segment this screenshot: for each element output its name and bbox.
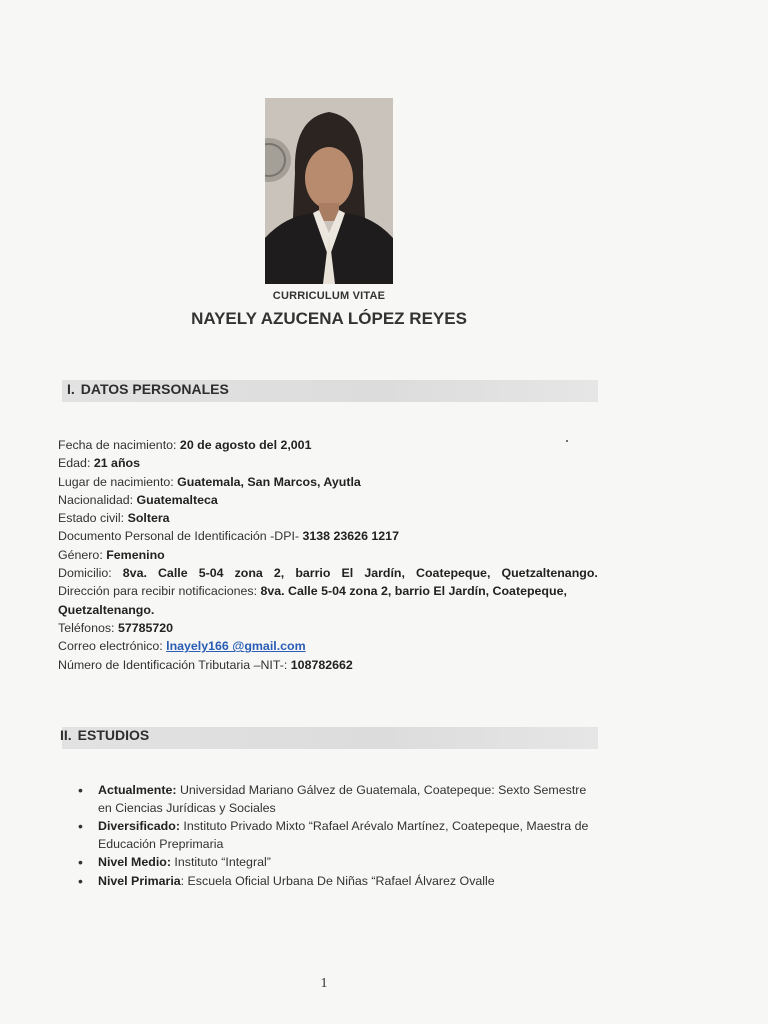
section-number: II. (60, 727, 72, 743)
nationality-row (58, 491, 598, 509)
studies-list (78, 782, 594, 891)
field-value: Guatemalteca (136, 492, 218, 507)
field-label: Género: (58, 547, 107, 562)
birth-date-row (58, 436, 598, 454)
bullet-icon: • (78, 818, 83, 834)
study-detail: Instituto “Integral” (170, 855, 271, 869)
study-level: Actualmente: (98, 783, 177, 797)
list-item (78, 818, 594, 853)
bullet-icon: • (78, 782, 83, 798)
bullet-icon: • (78, 854, 83, 870)
email-link[interactable]: lnayely166 @gmail.com (166, 639, 306, 654)
address-row (58, 564, 598, 582)
list-item (78, 782, 594, 817)
field-value: Guatemala, San Marcos, Ayutla (177, 474, 361, 489)
address-word: 8va. (122, 566, 147, 581)
list-item (78, 873, 594, 891)
field-label: Domicilio: (58, 566, 112, 581)
phone-row (58, 619, 598, 637)
field-label: Edad: (58, 456, 94, 471)
address-word: El (341, 566, 354, 581)
notification-address-row (58, 582, 598, 619)
address-word: Coatepeque, (416, 566, 491, 581)
address-word: barrio (295, 566, 331, 581)
study-level: Nivel Primaria (98, 873, 181, 888)
address-word: 5-04 (198, 566, 224, 581)
field-value: Femenino (106, 547, 165, 562)
age-row (58, 454, 598, 472)
field-label: Teléfonos: (58, 620, 118, 635)
address-word: 2, (273, 566, 285, 581)
section-heading-personal (67, 381, 229, 397)
document-label: CURRICULUM VITAE (272, 290, 386, 302)
personal-data-block (58, 436, 598, 674)
study-detail: Universidad Mariano Gálvez de Guatemala, Coatepeque: Sexto Semestre en Ciencias Jurídicas y Sociales (98, 783, 587, 815)
section-title: DATOS PERSONALES (80, 381, 229, 397)
field-label: Estado civil: (58, 511, 128, 526)
field-value: 108782662 (290, 657, 353, 672)
field-value: 21 años (93, 456, 140, 471)
email-row (58, 637, 598, 655)
field-label: Dirección para recibir notificaciones: (58, 584, 261, 599)
nit-row (58, 656, 598, 674)
study-level: Nivel Medio: (98, 855, 171, 869)
field-value: 8va. Calle 5-04 zona 2, barrio El Jardín, Coatepeque, Quetzaltenango. (58, 584, 567, 617)
dpi-row (58, 527, 598, 545)
section-number: I. (67, 381, 75, 397)
birthplace-row (58, 473, 598, 491)
field-value: 20 de agosto del 2,001 (179, 438, 312, 452)
candidate-name: NAYELY AZUCENA LÓPEZ REYES (191, 309, 467, 328)
gender-row (58, 546, 598, 564)
bullet-icon: • (78, 872, 83, 889)
page-number: 1 (320, 976, 328, 991)
field-value: 57785720 (117, 620, 174, 635)
address-word: Jardín, (364, 566, 405, 581)
section-title: ESTUDIOS (77, 727, 150, 743)
study-detail: : Escuela Oficial Urbana De Niñas “Rafael Álvarez Ovalle (180, 873, 495, 888)
address-word: Quetzaltenango. (501, 566, 598, 581)
field-label: Lugar de nacimiento: (58, 474, 178, 489)
field-value: 3138 23626 1217 (302, 529, 399, 544)
section-heading-studies (60, 727, 149, 743)
field-label: Correo electrónico: (58, 639, 167, 654)
field-label: Fecha de nacimiento: (58, 438, 180, 452)
field-label: Documento Personal de Identificación -DPI- (58, 529, 303, 544)
profile-photo (265, 98, 393, 284)
address-word: Calle (157, 566, 188, 581)
civil-status-row (58, 509, 598, 527)
field-value: Soltera (127, 511, 170, 526)
list-item (78, 854, 594, 872)
field-label: Número de Identificación Tributaria –NIT-: (58, 657, 291, 672)
address-word: zona (234, 566, 263, 581)
study-detail: Instituto Privado Mixto “Rafael Arévalo Martínez, Coatepeque, Maestra de Educación Preprimaria (98, 819, 589, 851)
field-label: Nacionalidad: (58, 492, 137, 507)
study-level: Diversificado: (98, 819, 180, 833)
